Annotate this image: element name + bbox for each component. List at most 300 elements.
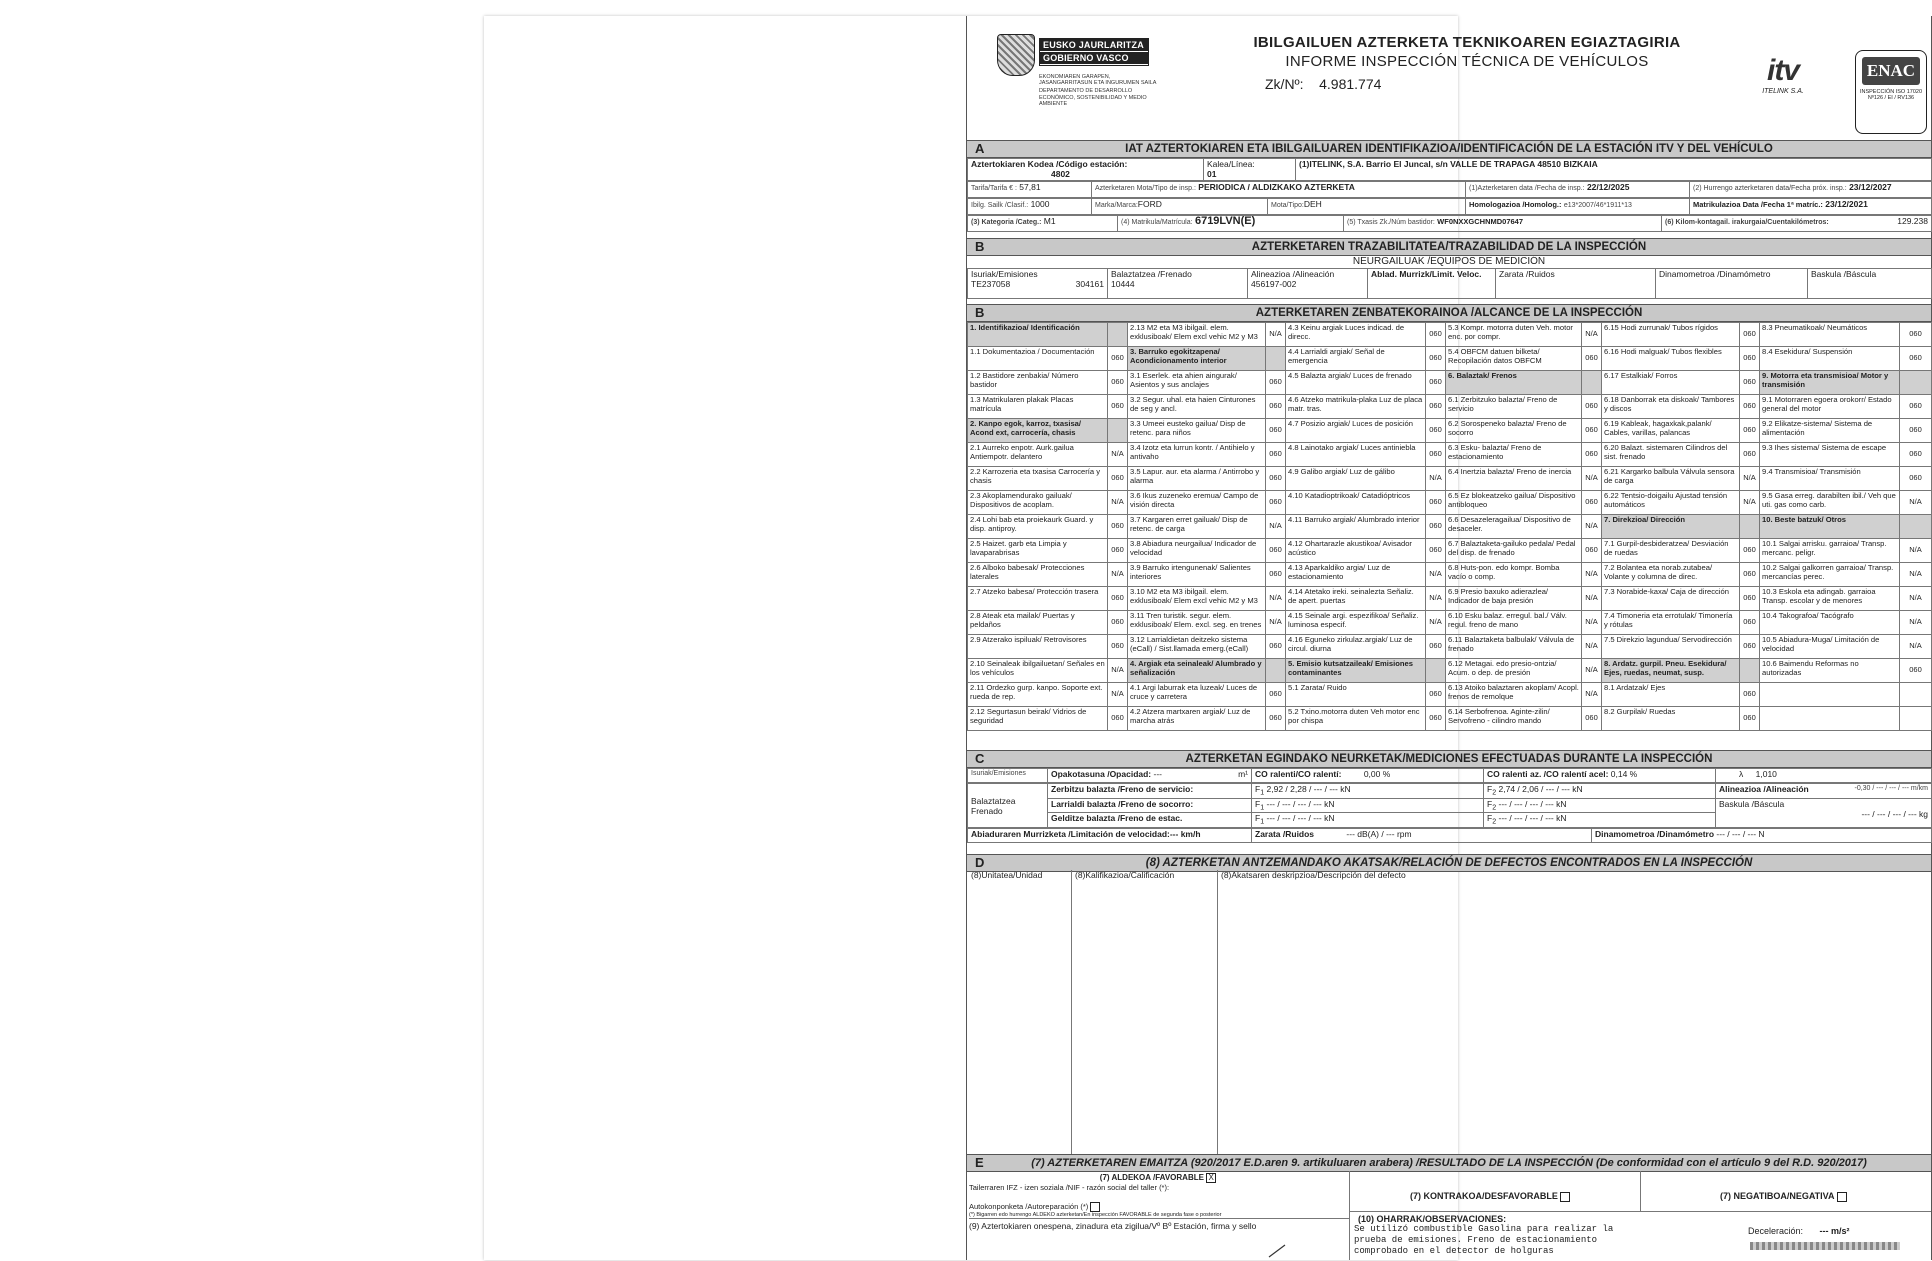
scope-result: 060 [1266,419,1286,443]
scope-item: 2.6 Alboko babesak/ Protecciones laterales [968,563,1108,587]
number-value: 4.981.774 [1319,76,1382,92]
scope-result: 060 [1266,395,1286,419]
dept-spanish: DEPARTAMENTO DE DESARROLLO ECONÓMICO, SOSTENIBILIDAD Y MEDIO AMBIENTE [1039,88,1147,107]
brake-measurements-table [967,783,1932,828]
scope-result: 060 [1426,395,1446,419]
scope-item: 10.1 Salgai arrisku. garraioa/ Transp. mercanc. peligr. [1760,539,1900,563]
scope-result: N/A [1582,323,1602,347]
scope-item: 2. Kanpo egok, karroz, txasisa/ Acond ext, carrocería, chasis [968,419,1108,443]
parking-brake-axle-2: $F_2$ --- / --- / --- / --- kN [1484,813,1716,828]
dept-basque: EKONOMIAREN GARAPEN, JASANGARRITASUN ETA INGURUMEN SAILA [1039,74,1157,87]
odometer-cell: (6) Kilom-kontagail. irakurgaia/Cuentakilómetros: 129.238 [1662,216,1932,232]
scope-item: 6.5 Ez blokeatzeko gailua/ Dispositivo antibloqueo [1446,491,1582,515]
scope-row [968,347,1932,371]
section-b1-header: B AZTERKETAREN TRAZABILITATEA/TRAZABILIDAD DE LA INSPECCIÓN [967,238,1931,256]
scope-item: 6. Balaztak/ Frenos [1446,371,1582,395]
brake-label: Balaztatzea Frenado [968,784,1048,828]
scope-result: 060 [1900,659,1932,683]
dynamometer-equipment: Dinamometroa /Dinamómetro [1656,269,1808,299]
scope-item: 6.18 Danborrak eta diskoak/ Tambores y discos [1602,395,1740,419]
form-header [967,16,1931,134]
scope-item: 6.10 Esku balaz. erregul. bal./ Válv. regul. freno de mano [1446,611,1582,635]
scope-row [968,659,1932,683]
scope-result: N/A [1900,587,1932,611]
scope-item: 7.2 Bolantea eta norab.zutabea/ Volante y columna de direc. [1602,563,1740,587]
scope-item: 7.1 Gurpil-desbideratzea/ Desviación de ruedas [1602,539,1740,563]
scope-result: N/A [1266,587,1286,611]
scope-result: N/A [1426,563,1446,587]
scope-item: 6.3 Esku- balazta/ Freno de estacionamiento [1446,443,1582,467]
scope-row [968,539,1932,563]
scope-item: 9.5 Gasa erreg. darabilten ibil./ Veh que uti. gas como carb. [1760,491,1900,515]
section-e [967,1154,1931,1260]
emergency-brake-axle-2: $F_2$ --- / --- / --- / --- kN [1484,798,1716,813]
scope-result: 060 [1740,611,1760,635]
gov-name-spanish: GOBIERNO VASCO [1040,52,1148,65]
scope-item: 5.3 Kompr. motorra duten Veh. motor enc. por compr. [1446,323,1582,347]
number-label: Zk/Nº: [1265,76,1304,92]
homolog-cell: Homologazioa /Homolog.: e13*2007/46*1911*13 [1466,199,1690,215]
section-title: IAT AZTERTOKIAREN ETA IBILGAILUAREN IDENTIFIKAZIOA/IDENTIFICACIÓN DE LA ESTACIÓN ITV Y DEL VEHÍCULO [1125,143,1773,155]
scope-result: 060 [1740,563,1760,587]
scope-result: N/A [1108,491,1128,515]
scope-item: 6.20 Balazt. sistemaren Cilindros del sist. frenado [1602,443,1740,467]
document-number [1207,76,1727,92]
column-divider [1071,870,1072,1154]
scope-result: 060 [1740,395,1760,419]
scope-result: 060 [1266,371,1286,395]
scope-result [1266,659,1286,683]
scope-item: 3.1 Eserlek. eta ahien aingurak/ Asientos y sus anclajes [1128,371,1266,395]
speed-limit-equipment: Ablad. Murrizk/Limit. Veloc. [1368,269,1496,299]
favorable-checkbox[interactable]: X [1206,1173,1216,1183]
scope-result: 060 [1266,563,1286,587]
inspection-form [966,16,1932,1260]
scope-row [968,395,1932,419]
scope-item: 4. Argiak eta seinaleak/ Alumbrado y señalización [1128,659,1266,683]
scope-result [1266,347,1286,371]
itv-company: ITELINK S.A. [1762,88,1804,95]
scope-result: 060 [1108,611,1128,635]
favorable-option: (7) ALDEKOA /FAVORABLE X [967,1173,1349,1183]
scope-result: N/A [1426,611,1446,635]
scope-result: 060 [1426,323,1446,347]
scope-item: 6.17 Estalkiak/ Forros [1602,371,1740,395]
scope-item: 1.2 Bastidore zenbakia/ Número bastidor [968,371,1108,395]
scope-result: 060 [1740,539,1760,563]
document-paper [484,16,1928,1260]
title-spanish: INFORME INSPECCIÓN TÉCNICA DE VEHÍCULOS [1285,53,1649,70]
category-cell: (3) Kategoria /Categ.: M1 [968,216,1118,232]
brand-cell: Marka/Marca:FORD [1092,199,1268,215]
station-address: (1)ITELINK, S.A. Barrio El Juncal, s/n VALLE DE TRAPAGA 48510 BIZKAIA [1296,159,1932,181]
scope-result: N/A [1266,323,1286,347]
plate-cell: (4) Matrikula/Matrícula: 6719LVN(E) [1118,216,1344,232]
defect-unit-header: (8)Unitatea/Unidad [971,870,1043,880]
column-divider [1217,870,1218,1154]
emergency-brake-label: Larrialdi balazta /Freno de socorro: [1048,798,1252,813]
scope-item: 6.19 Kableak, hagaxkak,palank/ Cables, varillas, palancas [1602,419,1740,443]
scope-item: 10.3 Eskola eta adingab. garraioa Transp. escolar y de menores [1760,587,1900,611]
scope-item: 4.6 Atzeko matrikula-plaka Luz de placa matr. tras. [1286,395,1426,419]
scope-item: 4.4 Larrialdi argiak/ Señal de emergencia [1286,347,1426,371]
station-code-cell: Aztertokiaren Kodea /Código estación: 4802 [968,159,1204,181]
line-cell: Kalea/Línea: 01 [1204,159,1296,181]
scope-item: 7.5 Direkzio lagundua/ Servodirección [1602,635,1740,659]
scope-result: N/A [1266,515,1286,539]
scope-item: 9.1 Motorraren egoera orokorr/ Estado general del motor [1760,395,1900,419]
scope-result: 060 [1108,515,1128,539]
scope-result: 060 [1582,491,1602,515]
scope-result: 060 [1740,707,1760,731]
dynamometer-cell: Dinamometroa /Dinamómetro --- / --- / --- N [1592,829,1932,843]
scope-item: 6.15 Hodi zurrunak/ Tubos rígidos [1602,323,1740,347]
scope-result: 060 [1426,683,1446,707]
scope-result: 060 [1582,395,1602,419]
scope-item: 6.6 Desazeleragailua/ Dispositivo de desaceler. [1446,515,1582,539]
observation-line: Se utilizó combustible Gasolina para realizar la [1354,1224,1614,1234]
scope-item: 6.1 Zerbitzuko balazta/ Freno de servicio [1446,395,1582,419]
scope-result: N/A [1582,587,1602,611]
scope-item: 2.2 Karrozeria eta txasisa Carrocería y chasis [968,467,1108,491]
scope-result: N/A [1426,467,1446,491]
scope-result: 060 [1426,491,1446,515]
scope-result: 060 [1426,347,1446,371]
scope-item: 6.9 Presio baxuko adierazlea/ Indicador de baja presión [1446,587,1582,611]
section-b-traceability [967,238,1931,299]
scope-row [968,419,1932,443]
vehicle-data-table [967,181,1932,198]
scope-item: 6.22 Tentsio-doigailu Ajustad tensión automáticos [1602,491,1740,515]
scope-result: 060 [1426,539,1446,563]
scope-item: 9. Motorra eta transmisioa/ Motor y transmisión [1760,371,1900,395]
scope-item: 4.9 Galibo argiak/ Luz de gálibo [1286,467,1426,491]
scope-item: 9.4 Transmisioa/ Transmisión [1760,467,1900,491]
alignment-cell: Alineazioa /Alineación -0,30 / --- / --- / --- m/km [1716,784,1932,799]
stamp-mark-icon [1750,1242,1900,1250]
vehicle-identification-table [967,158,1932,181]
scope-item: 10.2 Salgai galkorren garraioa/ Transp. mercancías perec. [1760,563,1900,587]
scope-item: 6.12 Metagai. edo presio-ontzia/ Acum. o dep. de presión [1446,659,1582,683]
insp-date-cell: (1)Azterketaren data /Fecha de insp.: 22/12/2025 [1466,182,1690,198]
scope-item: 2.4 Lohi bab eta proiekaurk Guard. y disp. antiproy. [968,515,1108,539]
scope-item: 7. Direkzioa/ Dirección [1602,515,1740,539]
negative-checkbox[interactable] [1837,1192,1847,1202]
workshop-label: Tailerraren IFZ - izen soziala /NIF - razón social del taller (*): [969,1183,1170,1192]
scope-result: 060 [1426,419,1446,443]
negative-option: (7) NEGATIBOA/NEGATIVA [1720,1191,1847,1202]
scope-result [1740,515,1760,539]
itv-logo [1743,54,1823,95]
scope-item: 3.6 Ikus zuzeneko eremua/ Campo de visión directa [1128,491,1266,515]
scope-result: 060 [1108,707,1128,731]
scope-item: 8.2 Gurpilak/ Ruedas [1602,707,1740,731]
scope-item: 8.3 Pneumatikoak/ Neumáticos [1760,323,1900,347]
unfavorable-checkbox[interactable] [1560,1192,1570,1202]
co-accel-cell: CO ralenti az. /CO ralentí acel: 0,14 % [1484,769,1716,783]
scope-result: 060 [1426,443,1446,467]
observations-label: (10) OHARRAK/OBSERVACIONES: [1358,1214,1507,1224]
scope-result: 060 [1740,347,1760,371]
scope-result: N/A [1740,467,1760,491]
title-basque: IBILGAILUEN AZTERKETA TEKNIKOAREN EGIAZTAGIRIA [1253,34,1681,51]
itv-mark-icon: itv [1766,54,1799,87]
scope-row [968,635,1932,659]
scope-item: 9.3 Ihes sistema/ Sistema de escape [1760,443,1900,467]
scope-result: N/A [1266,611,1286,635]
measurement-equipment-table [967,268,1932,299]
enac-logo [1855,50,1927,134]
scope-result [1108,419,1128,443]
scope-result [1900,515,1932,539]
scope-item: 5.4 OBFCM datuen bilketa/ Recopilación datos OBFCM [1446,347,1582,371]
vehicle-data-table-2 [967,198,1932,215]
scope-item: 4.3 Keinu argiak Luces indicad. de direcc. [1286,323,1426,347]
scope-result: 060 [1900,323,1932,347]
scope-item: 6.13 Atoiko balaztaren akoplam/ Acopl. frenos de remolque [1446,683,1582,707]
scope-item: 3.3 Umeei eusteko gailua/ Disp de retenc. para niños [1128,419,1266,443]
scope-result: N/A [1108,563,1128,587]
deceleration: Deceleración: --- m/s² [1748,1226,1850,1236]
section-a-header [967,140,1931,158]
scope-row [968,323,1932,347]
scope-item: 4.15 Seinale argi. espezifikoa/ Señaliz. luminosa especif. [1286,611,1426,635]
scope-item: 2.11 Ordezko gurp. kanpo. Soporte ext. rueda de rep. [968,683,1108,707]
scope-result: 060 [1108,371,1128,395]
scope-item: 6.21 Kargarko balbula Válvula sensora de carga [1602,467,1740,491]
scope-item: 3. Barruko egokitzapena/ Acondicionamento interior [1128,347,1266,371]
scope-result: N/A [1582,659,1602,683]
model-cell: Mota/Tipo:DEH [1268,199,1466,215]
alignment-equipment: Alineazioa /Alineación 456197-002 [1248,269,1368,299]
gov-name-basque: EUSKO JAURLARITZA [1040,39,1148,52]
section-e-header: E (7) AZTERKETAREN EMAITZA (920/2017 E.D.aren 9. artikuluaren arabera) /RESULTADO DE LA INSPECCIÓN (De conformidad con el artículo 9 del R.D. 920/2017) [967,1154,1931,1172]
scope-result: 060 [1266,683,1286,707]
vin-cell: (5) Txasis Zk./Núm bastidor: WF0NXXGCHNMD07647 [1344,216,1662,232]
scope-row [968,491,1932,515]
scope-item: 4.8 Lainotako argiak/ Luces antiniebla [1286,443,1426,467]
scope-result: N/A [1900,491,1932,515]
scope-item: 4.1 Argi laburrak eta luzeak/ Luces de cruce y carretera [1128,683,1266,707]
scope-item: 3.8 Abiadura neurgailua/ Indicador de velocidad [1128,539,1266,563]
scope-result: 060 [1900,347,1932,371]
scope-result: 060 [1740,371,1760,395]
section-d-header: D (8) AZTERKETAN ANTZEMANDAKO AKATSAK/RELACIÓN DE DEFECTOS ENCONTRADOS EN LA INSPECCIÓN [967,854,1931,872]
scope-item: 1.3 Matrikularen plakak Placas matrícula [968,395,1108,419]
scope-result: 060 [1266,635,1286,659]
scope-item: 5. Emisio kutsatzaileak/ Emisiones contaminantes [1286,659,1426,683]
speed-limit-cell: Abiaduraren Murrizketa /Limitación de velocidad:--- km/h [968,829,1252,843]
observation-line: comprobado en el detector de holguras [1354,1246,1554,1256]
unfavorable-option: (7) KONTRAKOA/DESFAVORABLE [1410,1191,1570,1202]
section-b2-header: B AZTERKETAREN ZENBATEKORAINOA /ALCANCE DE LA INSPECCIÓN [967,304,1931,322]
scope-result: N/A [1582,635,1602,659]
scope-item: 10. Beste batzuk/ Otros [1760,515,1900,539]
scope-result: N/A [1900,539,1932,563]
scope-result: N/A [1582,683,1602,707]
scale-cell: Baskula /Báscula --- / --- / --- / --- kg [1716,798,1932,827]
scope-result: 060 [1582,347,1602,371]
scope-result: 060 [1426,371,1446,395]
scope-item: 4.11 Barruko argiak/ Alumbrado interior [1286,515,1426,539]
scope-item: 4.16 Eguneko zirkulaz.argiak/ Luz de circul. diurna [1286,635,1426,659]
measurements-table [967,768,1932,783]
defects-area [967,870,1931,1154]
scope-item: 8.1 Ardatzak/ Ejes [1602,683,1740,707]
enac-mark: ENAC [1862,57,1920,85]
scope-item: 2.3 Akoplamendurako gailuak/ Dispositivos de acoplam. [968,491,1108,515]
co-idle-cell: CO ralenti/CO ralentí: 0,00 % [1252,769,1484,783]
section-c-header: C AZTERKETAN EGINDAKO NEURKETAK/MEDICIONES EFECTUADAS DURANTE LA INSPECCIÓN [967,750,1931,768]
scope-result: 060 [1740,443,1760,467]
next-date-cell: (2) Hurrengo azterketaren data/Fecha próx. insp.: 23/12/2027 [1690,182,1932,198]
service-brake-axle-2: $F_2$ 2,74 / 2,06 / --- / --- kN [1484,784,1716,799]
scope-result: 060 [1426,707,1446,731]
scope-result [1900,707,1932,731]
scope-item: 3.2 Segur. uhal. eta haien Cinturones de seg y ancl. [1128,395,1266,419]
scope-result: N/A [1900,611,1932,635]
scope-result: 060 [1740,587,1760,611]
noise-equipment: Zarata /Ruidos [1496,269,1656,299]
section-d [967,854,1931,1154]
scope-row [968,515,1932,539]
scope-row [968,587,1932,611]
scope-result: 060 [1426,515,1446,539]
scope-item: 4.12 Ohartarazle akustikoa/ Avisador acústico [1286,539,1426,563]
scope-result: N/A [1108,683,1128,707]
scope-result: 060 [1266,491,1286,515]
scope-item: 7.4 Timoneria eta errotulak/ Timonería y rótulas [1602,611,1740,635]
scope-result: 060 [1582,707,1602,731]
scope-result: 060 [1108,467,1128,491]
scope-result: N/A [1426,587,1446,611]
department-name [1039,74,1159,107]
scope-item [1760,683,1900,707]
equipment-subtitle: NEURGAILUAK /EQUIPOS DE MEDICIÓN [1352,256,1546,267]
scope-result: 060 [1266,539,1286,563]
scope-row [968,611,1932,635]
scope-item: 5.2 Txino.motorra duten Veh motor enc por chispa [1286,707,1426,731]
scope-result: 060 [1266,707,1286,731]
favorable-box [967,1171,1350,1260]
basque-government-logo [997,34,1157,130]
class-cell: Ibilg. Sailk /Clasif.: 1000 [968,199,1092,215]
scope-item: 2.12 Segurtasun beirak/ Vidrios de seguridad [968,707,1108,731]
scope-result: N/A [1108,659,1128,683]
scope-item: 3.10 M2 eta M3 ibilgail. elem. exklusiboak/ Elem excl vehic M2 y M3 [1128,587,1266,611]
scope-result: 060 [1108,587,1128,611]
scope-result: 060 [1740,635,1760,659]
scope-item: 2.5 Haizet. garb eta Limpia y lavaparabrisas [968,539,1108,563]
scope-result: 060 [1740,323,1760,347]
scope-item: 6.14 Serbofrenoa. Aginte-zilin/ Servofreno - cilindro mando [1446,707,1582,731]
scope-item: 4.7 Posizio argiak/ Luces de posición [1286,419,1426,443]
tariff-cell: Tarifa/Tarifa € : 57,81 [968,182,1092,198]
scope-result: N/A [1582,563,1602,587]
scope-item: 3.5 Lapur. aur. eta alarma / Antirrobo y alarma [1128,467,1266,491]
scope-item: 3.9 Barruko irtengunenak/ Salientes interiores [1128,563,1266,587]
scope-result: N/A [1740,491,1760,515]
brake-equipment: Balaztatzea /Frenado 10444 [1108,269,1248,299]
scope-item: 8. Ardatz. gurpil. Pneu. Esekidura/ Ejes, ruedas, neumat, susp. [1602,659,1740,683]
scope-item: 1. Identifikazioa/ Identificación [968,323,1108,347]
coat-of-arms-icon [997,34,1035,76]
scope-result [1900,371,1932,395]
other-measurements-table [967,828,1932,843]
scope-item: 4.2 Atzera martxaren argiak/ Luz de marcha atrás [1128,707,1266,731]
scope-result: N/A [1900,563,1932,587]
scope-item: 4.5 Balazta argiak/ Luces de frenado [1286,371,1426,395]
scope-item: 8.4 Esekidura/ Suspensión [1760,347,1900,371]
lambda-cell: λ 1,010 [1716,769,1932,783]
scope-result: N/A [1582,611,1602,635]
scope-result: N/A [1900,635,1932,659]
inspection-scope-grid [967,322,1932,731]
service-brake-axle-1: $F_1$ 2,92 / 2,28 / --- / --- kN [1252,784,1484,799]
scope-item: 6.8 Huts-pon. edo kompr. Bomba vacío o comp. [1446,563,1582,587]
scope-item: 4.13 Aparkaldiko argia/ Luz de estacionamiento [1286,563,1426,587]
scope-row [968,707,1932,731]
self-repair-row: Autokonponketa /Autoreparación (*) [969,1202,1349,1212]
scope-result: N/A [1108,443,1128,467]
scope-row [968,443,1932,467]
signature-mark-icon [1267,1243,1289,1259]
scope-result: 060 [1740,683,1760,707]
emergency-brake-axle-1: $F_1$ --- / --- / --- / --- kN [1252,798,1484,813]
scope-result [1900,683,1932,707]
self-repair-checkbox[interactable] [1090,1202,1100,1212]
scope-item: 2.8 Ateak eta mailak/ Puertas y peldaños [968,611,1108,635]
column-divider [1640,1171,1641,1211]
opacity-cell: Opakotasuna /Opacidad: --- m¹ [1048,769,1252,783]
scope-result [1740,659,1760,683]
scope-result: 060 [1108,347,1128,371]
scope-result: 060 [1108,395,1128,419]
scope-item: 6.11 Balaztaketa balbulak/ Válvula de frenado [1446,635,1582,659]
scope-item: 5.1 Zarata/ Ruido [1286,683,1426,707]
scope-item: 4.14 Atetako ireki. seinalezta Señaliz. de apert. puertas [1286,587,1426,611]
scope-item: 3.7 Kargaren erret gailuak/ Disp de retenc. de carga [1128,515,1266,539]
reg-date-cell: Matrikulazioa Data /Fecha 1ª matríc.: 23/12/2021 [1690,199,1932,215]
section-a [967,140,1931,232]
defect-description-header: (8)Akatsaren deskripzioa/Descripción del defecto [1221,870,1406,880]
defect-rating-header: (8)Kalifikazioa/Calificación [1075,870,1175,880]
scope-item: 2.7 Atzeko babesa/ Protección trasera [968,587,1108,611]
scope-item: 2.13 M2 eta M3 ibilgail. elem. exklusiboak/ Elem excl vehic M2 y M3 [1128,323,1266,347]
scope-result [1426,659,1446,683]
section-b-scope [967,304,1931,731]
scope-result: 060 [1426,635,1446,659]
vehicle-data-table-3 [967,215,1932,232]
scope-item: 10.6 Baimendu Reformas no autorizadas [1760,659,1900,683]
scope-item: 7.3 Norabide-kaxa/ Caja de dirección [1602,587,1740,611]
scope-item: 2.1 Aurreko enpotr. Aurk.gailua Antiempotr. delantero [968,443,1108,467]
observation-line: prueba de emisiones. Freno de estacionamiento [1354,1235,1598,1245]
insp-type-cell: Azterketaren Mota/Tipo de insp.: PERIODICA / ALDIZKAKO AZTERKETA [1092,182,1466,198]
scope-result: 060 [1900,467,1932,491]
service-brake-label: Zerbitzu balazta /Freno de servicio: [1048,784,1252,799]
scope-item: 1.1 Dokumentazioa / Documentación [968,347,1108,371]
enac-accreditation: INSPECCIÓN ISO 17020 Nº126 / EI / RV136 [1859,89,1923,101]
noise-cell: Zarata /Ruidos --- dB(A) / --- rpm [1252,829,1592,843]
scope-result: 060 [1582,419,1602,443]
scope-item: 3.4 Izotz eta lurrun kontr. / Antihielo y antivaho [1128,443,1266,467]
observations-box [1350,1211,1931,1261]
result-options [1350,1171,1931,1211]
scope-result [1108,323,1128,347]
scope-result [1582,371,1602,395]
scope-item: 3.12 Larrialdietan deitzeko sistema (eCall) / Sist.llamada emerg.(eCall) [1128,635,1266,659]
